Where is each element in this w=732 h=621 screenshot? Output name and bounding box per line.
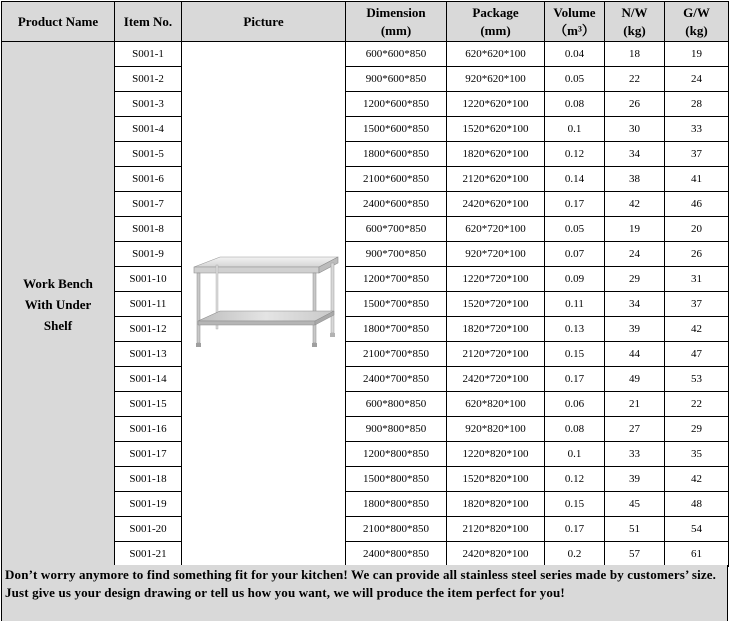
gross-weight-cell: 47 <box>665 342 729 367</box>
dimension-cell: 1200*800*850 <box>346 442 447 467</box>
volume-cell: 0.12 <box>545 467 605 492</box>
footer-note: Don’t worry anymore to find something fit for your kitchen! We can provide all stainless steel series made by customers’ size. Just give us your design drawing or tell us how you want, we will produce the item perfect for you! <box>1 565 728 621</box>
gross-weight-cell: 37 <box>665 142 729 167</box>
volume-cell: 0.08 <box>545 417 605 442</box>
volume-cell: 0.17 <box>545 192 605 217</box>
net-weight-cell: 21 <box>605 392 665 417</box>
spec-table-body <box>2 42 729 567</box>
dimension-cell: 2400*800*850 <box>346 542 447 567</box>
net-weight-cell: 27 <box>605 417 665 442</box>
package-cell: 1820*820*100 <box>447 492 545 517</box>
package-cell: 1220*720*100 <box>447 267 545 292</box>
volume-cell: 0.2 <box>545 542 605 567</box>
dimension-cell: 1800*600*850 <box>346 142 447 167</box>
dimension-cell: 1200*700*850 <box>346 267 447 292</box>
dimension-cell: 900*600*850 <box>346 67 447 92</box>
package-cell: 920*620*100 <box>447 67 545 92</box>
package-cell: 1520*820*100 <box>447 467 545 492</box>
dimension-cell: 2100*700*850 <box>346 342 447 367</box>
volume-cell: 0.12 <box>545 142 605 167</box>
volume-cell: 0.04 <box>545 42 605 67</box>
header-picture: Picture <box>182 2 346 42</box>
item-no-cell: S001-18 <box>115 467 182 492</box>
gross-weight-cell: 42 <box>665 317 729 342</box>
net-weight-cell: 42 <box>605 192 665 217</box>
net-weight-cell: 24 <box>605 242 665 267</box>
package-cell: 620*720*100 <box>447 217 545 242</box>
gross-weight-cell: 28 <box>665 92 729 117</box>
gross-weight-cell: 35 <box>665 442 729 467</box>
net-weight-cell: 49 <box>605 367 665 392</box>
item-no-cell: S001-13 <box>115 342 182 367</box>
product-name-line: With Under <box>24 296 92 312</box>
dimension-cell: 600*600*850 <box>346 42 447 67</box>
header-row <box>2 2 729 42</box>
item-no-cell: S001-21 <box>115 542 182 567</box>
item-no-cell: S001-7 <box>115 192 182 217</box>
table-row <box>2 42 729 67</box>
product-name-line: Shelf <box>43 317 73 333</box>
product-name-line: Work Bench <box>23 275 93 291</box>
item-no-cell: S001-4 <box>115 117 182 142</box>
net-weight-cell: 39 <box>605 317 665 342</box>
gross-weight-cell: 24 <box>665 67 729 92</box>
package-cell: 1820*720*100 <box>447 317 545 342</box>
volume-cell: 0.17 <box>545 517 605 542</box>
net-weight-cell: 45 <box>605 492 665 517</box>
net-weight-cell: 22 <box>605 67 665 92</box>
net-weight-cell: 26 <box>605 92 665 117</box>
net-weight-cell: 57 <box>605 542 665 567</box>
net-weight-cell: 39 <box>605 467 665 492</box>
item-no-cell: S001-12 <box>115 317 182 342</box>
dimension-cell: 1800*700*850 <box>346 317 447 342</box>
volume-cell: 0.05 <box>545 67 605 92</box>
dimension-cell: 2100*800*850 <box>346 517 447 542</box>
header-package: Package (mm) <box>447 2 545 42</box>
volume-cell: 0.09 <box>545 267 605 292</box>
net-weight-cell: 34 <box>605 142 665 167</box>
dimension-cell: 1800*800*850 <box>346 492 447 517</box>
header-dimension: Dimension (mm) <box>346 2 447 42</box>
gross-weight-cell: 53 <box>665 367 729 392</box>
volume-cell: 0.14 <box>545 167 605 192</box>
item-no-cell: S001-2 <box>115 67 182 92</box>
package-cell: 1220*820*100 <box>447 442 545 467</box>
header-net-weight: N/W (kg) <box>605 2 665 42</box>
item-no-cell: S001-1 <box>115 42 182 67</box>
net-weight-cell: 33 <box>605 442 665 467</box>
package-cell: 620*620*100 <box>447 42 545 67</box>
item-no-cell: S001-3 <box>115 92 182 117</box>
volume-cell: 0.15 <box>545 342 605 367</box>
item-no-cell: S001-17 <box>115 442 182 467</box>
header-volume: Volume （m³） <box>545 2 605 42</box>
gross-weight-cell: 37 <box>665 292 729 317</box>
item-no-cell: S001-16 <box>115 417 182 442</box>
item-no-cell: S001-20 <box>115 517 182 542</box>
gross-weight-cell: 46 <box>665 192 729 217</box>
package-cell: 1220*620*100 <box>447 92 545 117</box>
package-cell: 1820*620*100 <box>447 142 545 167</box>
dimension-cell: 600*800*850 <box>346 392 447 417</box>
package-cell: 2120*620*100 <box>447 167 545 192</box>
volume-cell: 0.05 <box>545 217 605 242</box>
volume-cell: 0.13 <box>545 317 605 342</box>
gross-weight-cell: 19 <box>665 42 729 67</box>
volume-cell: 0.1 <box>545 117 605 142</box>
volume-cell: 0.06 <box>545 392 605 417</box>
volume-cell: 0.07 <box>545 242 605 267</box>
net-weight-cell: 18 <box>605 42 665 67</box>
package-cell: 1520*720*100 <box>447 292 545 317</box>
gross-weight-cell: 22 <box>665 392 729 417</box>
volume-cell: 0.08 <box>545 92 605 117</box>
item-no-cell: S001-11 <box>115 292 182 317</box>
dimension-cell: 1500*800*850 <box>346 467 447 492</box>
item-no-cell: S001-9 <box>115 242 182 267</box>
package-cell: 1520*620*100 <box>447 117 545 142</box>
package-cell: 920*720*100 <box>447 242 545 267</box>
picture-cell <box>182 42 346 567</box>
dimension-cell: 2400*700*850 <box>346 367 447 392</box>
gross-weight-cell: 20 <box>665 217 729 242</box>
gross-weight-cell: 48 <box>665 492 729 517</box>
gross-weight-cell: 41 <box>665 167 729 192</box>
package-cell: 920*820*100 <box>447 417 545 442</box>
package-cell: 620*820*100 <box>447 392 545 417</box>
item-no-cell: S001-8 <box>115 217 182 242</box>
gross-weight-cell: 42 <box>665 467 729 492</box>
net-weight-cell: 29 <box>605 267 665 292</box>
header-item-no: Item No. <box>115 2 182 42</box>
work-bench-image <box>186 253 342 355</box>
gross-weight-cell: 29 <box>665 417 729 442</box>
gross-weight-cell: 54 <box>665 517 729 542</box>
net-weight-cell: 44 <box>605 342 665 367</box>
package-cell: 2120*820*100 <box>447 517 545 542</box>
item-no-cell: S001-10 <box>115 267 182 292</box>
item-no-cell: S001-14 <box>115 367 182 392</box>
net-weight-cell: 34 <box>605 292 665 317</box>
dimension-cell: 900*800*850 <box>346 417 447 442</box>
package-cell: 2120*720*100 <box>447 342 545 367</box>
gross-weight-cell: 26 <box>665 242 729 267</box>
item-no-cell: S001-5 <box>115 142 182 167</box>
gross-weight-cell: 61 <box>665 542 729 567</box>
item-no-cell: S001-6 <box>115 167 182 192</box>
dimension-cell: 600*700*850 <box>346 217 447 242</box>
net-weight-cell: 51 <box>605 517 665 542</box>
volume-cell: 0.15 <box>545 492 605 517</box>
package-cell: 2420*720*100 <box>447 367 545 392</box>
dimension-cell: 1200*600*850 <box>346 92 447 117</box>
item-no-cell: S001-15 <box>115 392 182 417</box>
volume-cell: 0.17 <box>545 367 605 392</box>
header-gross-weight: G/W (kg) <box>665 2 729 42</box>
net-weight-cell: 30 <box>605 117 665 142</box>
volume-cell: 0.11 <box>545 292 605 317</box>
dimension-cell: 1500*700*850 <box>346 292 447 317</box>
product-spec-table <box>1 1 729 567</box>
package-cell: 2420*820*100 <box>447 542 545 567</box>
net-weight-cell: 38 <box>605 167 665 192</box>
gross-weight-cell: 33 <box>665 117 729 142</box>
dimension-cell: 2400*600*850 <box>346 192 447 217</box>
dimension-cell: 2100*600*850 <box>346 167 447 192</box>
gross-weight-cell: 31 <box>665 267 729 292</box>
dimension-cell: 1500*600*850 <box>346 117 447 142</box>
product-name-cell <box>2 42 115 567</box>
item-no-cell: S001-19 <box>115 492 182 517</box>
dimension-cell: 900*700*850 <box>346 242 447 267</box>
volume-cell: 0.1 <box>545 442 605 467</box>
net-weight-cell: 19 <box>605 217 665 242</box>
header-product-name: Product Name <box>2 2 115 42</box>
package-cell: 2420*620*100 <box>447 192 545 217</box>
